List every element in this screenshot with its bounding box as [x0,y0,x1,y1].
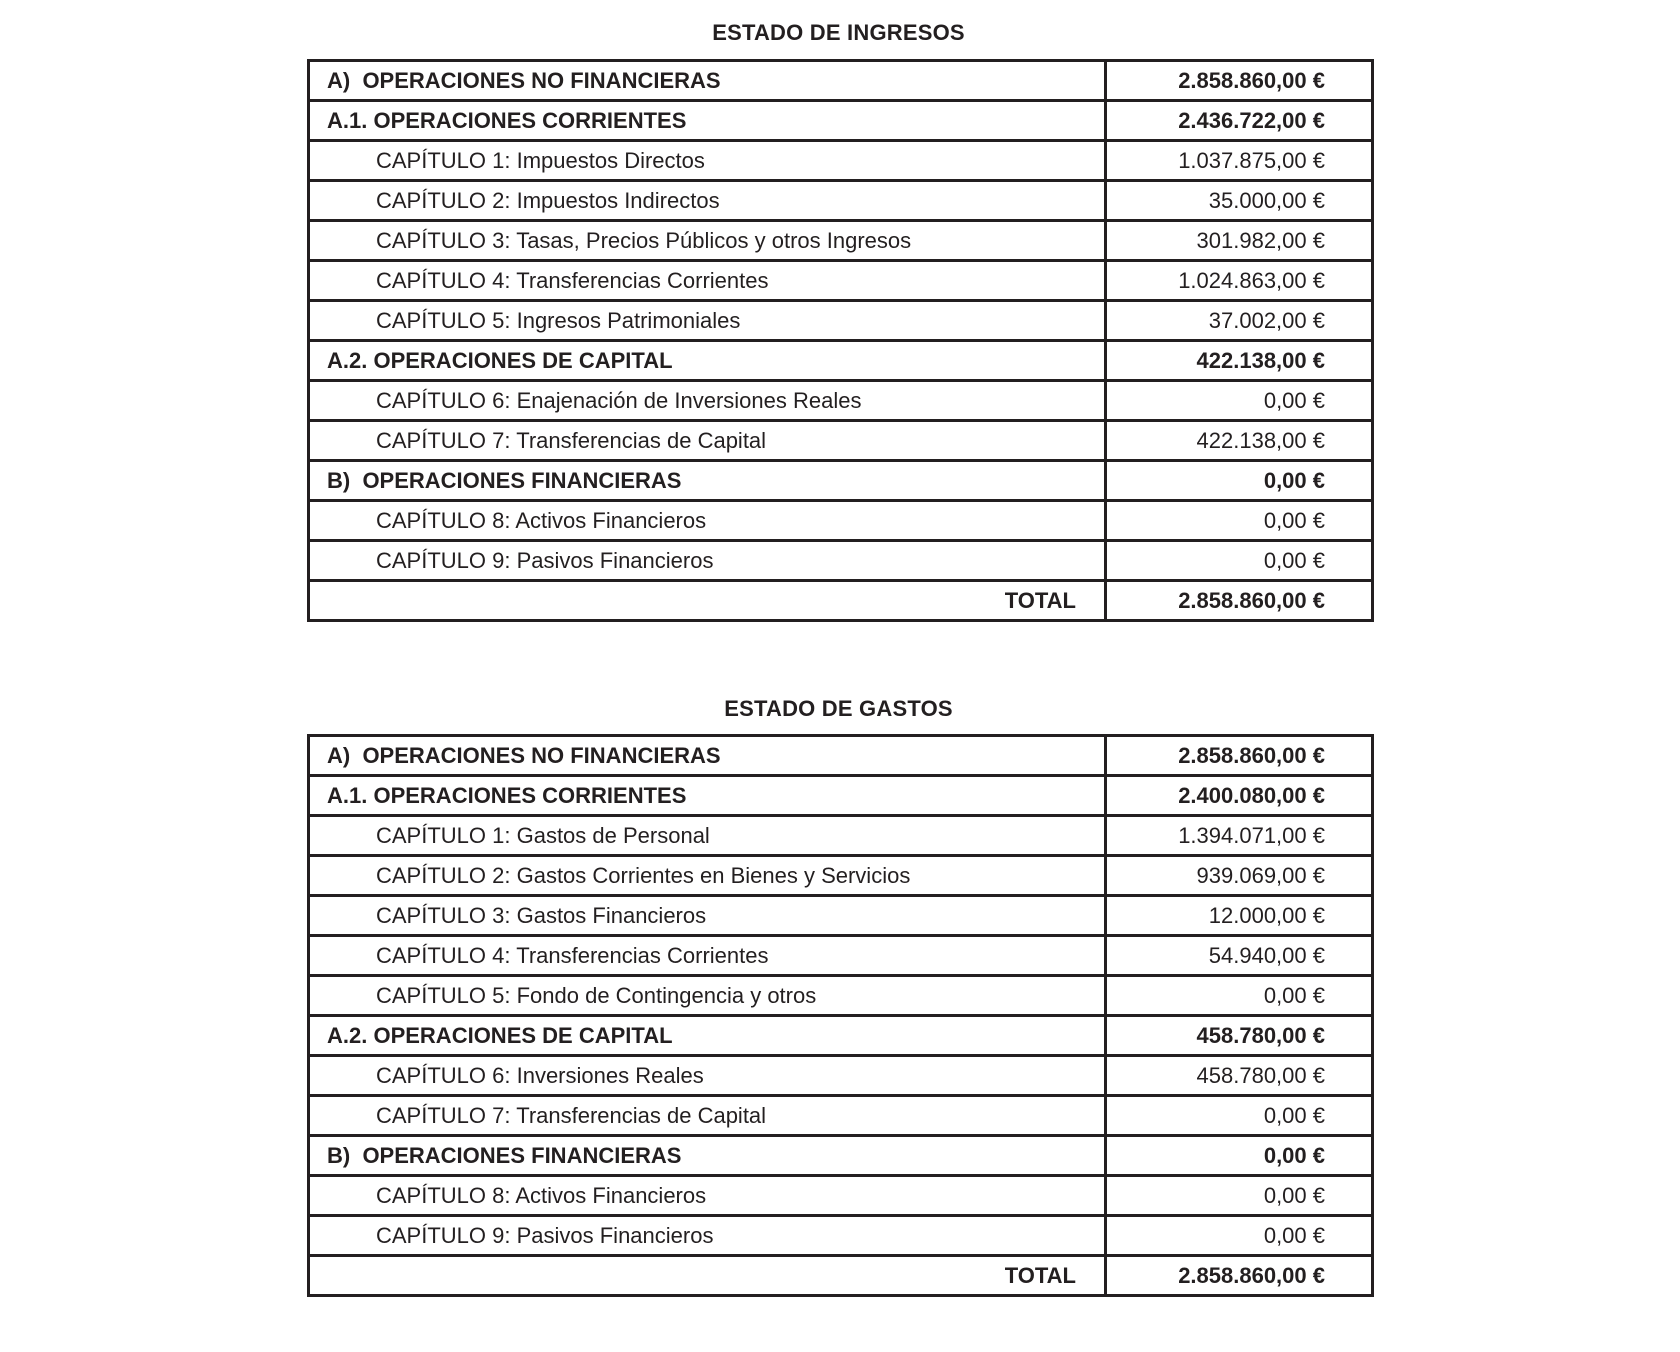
row-value: 0,00 € [1106,501,1373,541]
table-row-section [309,341,1373,381]
table-row-chapter [309,1176,1373,1216]
row-label: CAPÍTULO 5: Fondo de Contingencia y otros [309,976,1106,1016]
row-value: 0,00 € [1106,381,1373,421]
row-value: 0,00 € [1106,1096,1373,1136]
row-label: CAPÍTULO 1: Impuestos Directos [309,141,1106,181]
row-label: A.1. OPERACIONES CORRIENTES [309,101,1106,141]
row-value: 1.394.071,00 € [1106,816,1373,856]
table-row-chapter [309,261,1373,301]
gastos-title: ESTADO DE GASTOS [724,696,953,721]
table-row-chapter [309,856,1373,896]
ingresos-table [307,59,1374,622]
row-value: 0,00 € [1106,976,1373,1016]
row-label: CAPÍTULO 7: Transferencias de Capital [309,1096,1106,1136]
row-label: CAPÍTULO 9: Pasivos Financieros [309,1216,1106,1256]
row-label: A) OPERACIONES NO FINANCIERAS [309,61,1106,101]
row-value: 2.858.860,00 € [1106,61,1373,101]
row-value: 301.982,00 € [1106,221,1373,261]
table-row-section [309,736,1373,776]
table-row-chapter [309,976,1373,1016]
row-label: CAPÍTULO 2: Gastos Corrientes en Bienes y Servicios [309,856,1106,896]
table-row-chapter [309,181,1373,221]
row-value: 422.138,00 € [1106,341,1373,381]
table-row-chapter [309,221,1373,261]
gastos-table [307,734,1374,1297]
row-value: 0,00 € [1106,1176,1373,1216]
row-value: 12.000,00 € [1106,896,1373,936]
row-label: CAPÍTULO 8: Activos Financieros [309,1176,1106,1216]
table-row-chapter [309,816,1373,856]
table-row-chapter [309,896,1373,936]
ingresos-title: ESTADO DE INGRESOS [712,20,965,45]
row-value: 1.037.875,00 € [1106,141,1373,181]
row-label: CAPÍTULO 6: Inversiones Reales [309,1056,1106,1096]
row-value: 1.024.863,00 € [1106,261,1373,301]
row-label: CAPÍTULO 3: Gastos Financieros [309,896,1106,936]
row-label: CAPÍTULO 6: Enajenación de Inversiones Reales [309,381,1106,421]
row-value: 35.000,00 € [1106,181,1373,221]
row-value: 0,00 € [1106,1216,1373,1256]
row-value: 0,00 € [1106,461,1373,501]
table-row-chapter [309,381,1373,421]
row-label: CAPÍTULO 1: Gastos de Personal [309,816,1106,856]
row-value: 0,00 € [1106,541,1373,581]
row-label: CAPÍTULO 9: Pasivos Financieros [309,541,1106,581]
row-label: A.1. OPERACIONES CORRIENTES [309,776,1106,816]
row-label: CAPÍTULO 8: Activos Financieros [309,501,1106,541]
table-row-chapter [309,1056,1373,1096]
row-value: 939.069,00 € [1106,856,1373,896]
table-row-section [309,1136,1373,1176]
row-value: 54.940,00 € [1106,936,1373,976]
table-row-section [309,461,1373,501]
row-label: A.2. OPERACIONES DE CAPITAL [309,341,1106,381]
table-row-chapter [309,141,1373,181]
table-row-chapter [309,301,1373,341]
table-row-section [309,1016,1373,1056]
table-row-section [309,776,1373,816]
row-label: CAPÍTULO 5: Ingresos Patrimoniales [309,301,1106,341]
row-value: 458.780,00 € [1106,1016,1373,1056]
row-label: B) OPERACIONES FINANCIERAS [309,461,1106,501]
table-row-chapter [309,421,1373,461]
total-label: TOTAL [309,581,1106,621]
table-row-section [309,101,1373,141]
total-label: TOTAL [309,1256,1106,1296]
table-row-section [309,61,1373,101]
row-value: 37.002,00 € [1106,301,1373,341]
table-row-total [309,1256,1373,1296]
table-row-chapter [309,1216,1373,1256]
row-label: CAPÍTULO 7: Transferencias de Capital [309,421,1106,461]
table-row-chapter [309,1096,1373,1136]
row-value: 0,00 € [1106,1136,1373,1176]
row-value: 2.858.860,00 € [1106,736,1373,776]
row-label: CAPÍTULO 3: Tasas, Precios Públicos y otros Ingresos [309,221,1106,261]
row-label: A) OPERACIONES NO FINANCIERAS [309,736,1106,776]
table-row-chapter [309,936,1373,976]
row-label: CAPÍTULO 2: Impuestos Indirectos [309,181,1106,221]
row-value: 2.436.722,00 € [1106,101,1373,141]
row-value: 422.138,00 € [1106,421,1373,461]
total-value: 2.858.860,00 € [1106,581,1373,621]
row-value: 2.400.080,00 € [1106,776,1373,816]
row-label: CAPÍTULO 4: Transferencias Corrientes [309,261,1106,301]
row-label: A.2. OPERACIONES DE CAPITAL [309,1016,1106,1056]
table-row-chapter [309,541,1373,581]
total-value: 2.858.860,00 € [1106,1256,1373,1296]
row-label: B) OPERACIONES FINANCIERAS [309,1136,1106,1176]
row-label: CAPÍTULO 4: Transferencias Corrientes [309,936,1106,976]
table-row-total [309,581,1373,621]
table-row-chapter [309,501,1373,541]
row-value: 458.780,00 € [1106,1056,1373,1096]
